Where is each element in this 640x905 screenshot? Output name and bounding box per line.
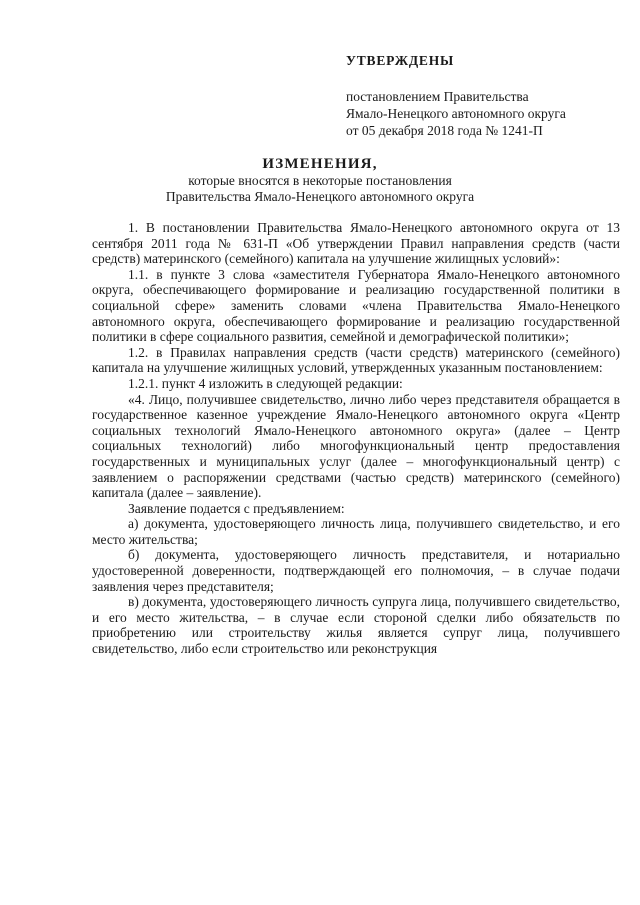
approval-line-2: Ямало-Ненецкого автономного округа <box>346 106 566 121</box>
paragraph-item-b: б) документа, удостоверяющего личность представителя, и нотариально удостоверенной доверенности, подтверждающей его полномочия, – в случае подачи заявления через представителя; <box>92 547 620 594</box>
approval-heading: УТВЕРЖДЕНЫ <box>346 53 455 68</box>
document-body <box>92 220 620 657</box>
paragraph-item-4: «4. Лицо, получившее свидетельство, лично либо через представителя обращается в государственное казенное учреждение Ямало-Ненецкого автономного округа «Центр социальных технологий Ямало-Ненецкого автономного округа» (далее – Центр социальных технологий) либо многофункциональный центр предоставления государственных и муниципальных услуг (далее – многофункциональный центр) с заявлением о распоряжении средствами (частью средств) материнского (семейного) капитала (далее – заявление). <box>92 391 620 501</box>
paragraph-item-v: в) документа, удостоверяющего личность супруга лица, получившего свидетельство, и его место жительства, – в случае если стороной сделки либо обязательств по приобретению или строительству жилья является супруг лица, получившего свидетельство, либо если строительство или реконструкция <box>92 594 620 657</box>
paragraph-1-2-1: 1.2.1. пункт 4 изложить в следующей редакции: <box>128 375 403 391</box>
approval-line-1: постановлением Правительства <box>346 89 529 104</box>
paragraph-1-1: 1.1. в пункте 3 слова «заместителя Губернатора Ямало-Ненецкого автономного округа, обеспечивающего формирование и реализацию государственной политики в социальной сфере» заменить словами «члена Правительства Ямало-Ненецкого автономного округа, обеспечивающего формирование и реализацию государственной политики в сфере социального развития, семейной и демографической политики»; <box>92 266 620 345</box>
subtitle-line-1: которые вносятся в некоторые постановления <box>188 173 452 188</box>
document-subtitle <box>0 173 640 205</box>
paragraph-1-2: 1.2. в Правилах направления средств (части средств) материнского (семейного) капитала на улучшение жилищных условий, утвержденных указанным постановлением: <box>92 344 620 376</box>
subtitle-line-2: Правительства Ямало-Ненецкого автономного округа <box>165 189 475 204</box>
approval-block <box>346 52 616 139</box>
approval-line-3: от 05 декабря 2018 года № 1241-П <box>346 123 543 138</box>
paragraph-submission: Заявление подается с предъявлением: <box>128 500 345 516</box>
paragraph-1: 1. В постановлении Правительства Ямало-Ненецкого автономного округа от 13 сентября 2011 года № 631-П «Об утверждении Правил направления средств (части средств) материнского (семейного) капитала на улучшение жилищных условий»: <box>92 220 620 267</box>
document-title: ИЗМЕНЕНИЯ, <box>262 156 378 172</box>
paragraph-item-a: а) документа, удостоверяющего личность лица, получившего свидетельство, и его место жительства; <box>92 516 620 547</box>
